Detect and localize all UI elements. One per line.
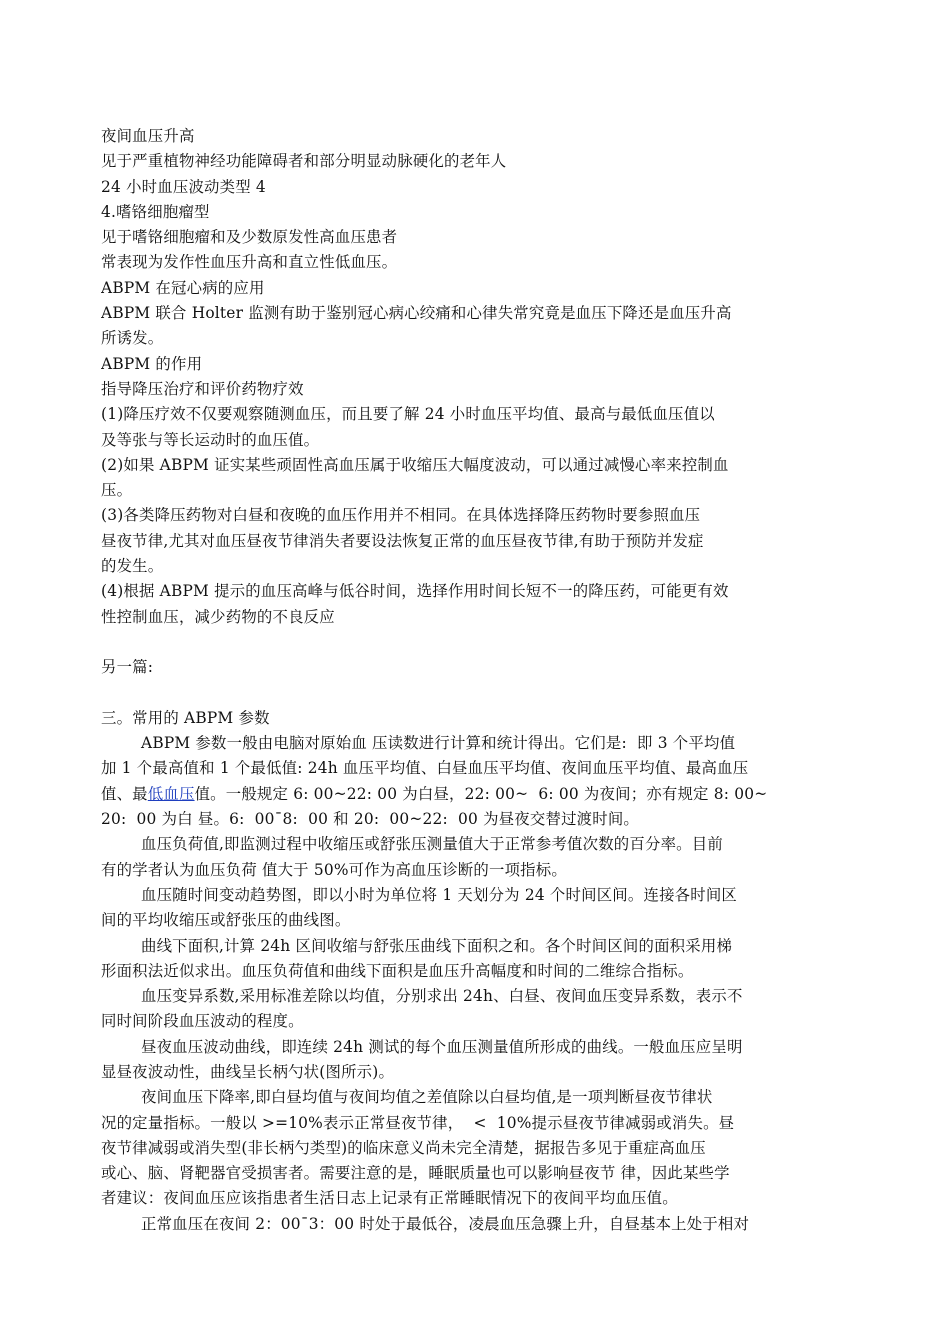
blank-line <box>101 630 853 655</box>
text-line: ABPM 联合 Holter 监测有助于鉴别冠心病心绞痛和心律失常究竟是血压下降还是血压升高 <box>101 304 732 323</box>
text-line: 加 1 个最高值和 1 个最低值: 24h 血压平均值、白昼血压平均值、夜间血压平均值、最高血压 <box>101 759 749 778</box>
text-line: 夜间血压升高 <box>101 127 195 145</box>
text-line: ABPM 在冠心病的应用 <box>101 278 265 297</box>
text-line: 或心、脑、肾靶器官受损害者。需要注意的是，睡眠质量也可以影响昼夜节 律，因此某些学 <box>101 1164 730 1183</box>
text-line: 况的定量指标。一般以 >=10%表示正常昼夜节律， < 10%提示昼夜节律减弱或消失。昼 <box>101 1113 735 1132</box>
text-line: (4)根据 ABPM 提示的血压高峰与低谷时间，选择作用时间长短不一的降压药，可能更有效 <box>101 582 729 601</box>
text-line: 显昼夜波动性，曲线呈长柄勺状(图所示)。 <box>101 1062 395 1081</box>
text-line: 有的学者认为血压负荷 值大于 50%可作为高血压诊断的一项指标。 <box>101 860 567 879</box>
text-line: 所诱发。 <box>101 329 164 348</box>
text-line: 见于严重植物神经功能障碍者和部分明显动脉硬化的老年人 <box>101 152 507 171</box>
text-line: 间的平均收缩压或舒张压的曲线图。 <box>101 911 351 930</box>
text-line: 20: 00 为白 昼。6: 00¯8: 00 和 20: 00~22: 00 为昼夜交替过渡时间。 <box>101 810 640 829</box>
text-line: 昼夜血压波动曲线，即连续 24h 测试的每个血压测量值所形成的曲线。一般血压应呈明 <box>141 1037 743 1056</box>
text-segment: 值。一般规定 6: 00~22: 00 为白昼，22: 00~ 6: 00 为夜间；亦有规定 8: 00~ <box>194 784 768 803</box>
text-line: 常表现为发作性血压升高和直立性低血压。 <box>101 253 398 272</box>
text-line: ABPM 的作用 <box>101 354 203 373</box>
section-parameter-definitions <box>101 832 853 1237</box>
text-line: 的发生。 <box>101 557 164 576</box>
text-line: 性控制血压，减少药物的不良反应 <box>101 607 335 626</box>
another-article-heading: 另一篇: <box>101 658 154 677</box>
text-line <box>101 782 853 807</box>
text-segment: 值、最 <box>101 784 148 803</box>
section-heading: 三。常用的 ABPM 参数 <box>101 708 270 727</box>
text-line: (1)降压疗效不仅要观察随测血压，而且要了解 24 小时血压平均值、最高与最低血压值以 <box>101 405 715 424</box>
text-line: 压。 <box>101 481 133 500</box>
text-line: 血压负荷值,即监测过程中收缩压或舒张压测量值大于正常参考值次数的百分率。目前 <box>141 835 723 854</box>
document-body <box>101 124 853 1237</box>
text-line: 血压随时间变动趋势图，即以小时为单位将 1 天划分为 24 个时间区间。连接各时间区 <box>141 885 738 904</box>
text-line: 正常血压在夜间 2：00¯3：00 时处于最低谷，凌晨血压急骤上升，自昼基本上处于相对 <box>141 1214 750 1233</box>
text-line: 曲线下面积,计算 24h 区间收缩与舒张压曲线下面积之和。各个时间区间的面积采用梯 <box>141 936 733 955</box>
text-line: (2)如果 ABPM 证实某些顽固性高血压属于收缩压大幅度波动，可以通过减慢心率来控制血 <box>101 455 729 474</box>
hypotension-link[interactable]: 低血压 <box>147 784 195 803</box>
text-line: 血压变异系数,采用标准差除以均值，分别求出 24h、白昼、夜间血压变异系数，表示不 <box>141 987 743 1006</box>
section-abpm-notes <box>101 124 853 630</box>
text-line: 见于嗜铬细胞瘤和及少数原发性高血压患者 <box>101 228 398 247</box>
text-line: 形面积法近似求出。血压负荷值和曲线下面积是血压升高幅度和时间的二维综合指标。 <box>101 961 694 980</box>
text-line: ABPM 参数一般由电脑对原始血 压读数进行计算和统计得出。它们是: 即 3 个平均值 <box>141 734 736 753</box>
text-line: 指导降压治疗和评价药物疗效 <box>101 379 304 398</box>
text-line: 者建议：夜间血压应该指患者生活日志上记录有正常睡眠情况下的夜间平均血压值。 <box>101 1189 678 1208</box>
text-line: 4.嗜铬细胞瘤型 <box>101 202 210 221</box>
text-line: 夜间血压下降率,即白昼均值与夜间均值之差值除以白昼均值,是一项判断昼夜节律状 <box>141 1088 713 1107</box>
text-line: 昼夜节律,尤其对血压昼夜节律消失者要设法恢复正常的血压昼夜节律,有助于预防并发症 <box>101 531 704 550</box>
paragraph-abpm-parameters <box>101 731 853 832</box>
text-line: 同时间阶段血压波动的程度。 <box>101 1012 304 1031</box>
text-line: (3)各类降压药物对白昼和夜晚的血压作用并不相同。在具体选择降压药物时要参照血压 <box>101 506 701 525</box>
text-line: 及等张与等长运动时的血压值。 <box>101 430 320 449</box>
text-line: 24 小时血压波动类型 4 <box>101 177 266 196</box>
blank-line <box>101 681 853 706</box>
text-line: 夜节律减弱或消失型(非长柄勺类型)的临床意义尚未完全清楚，据报告多见于重症高血压 <box>101 1138 706 1157</box>
